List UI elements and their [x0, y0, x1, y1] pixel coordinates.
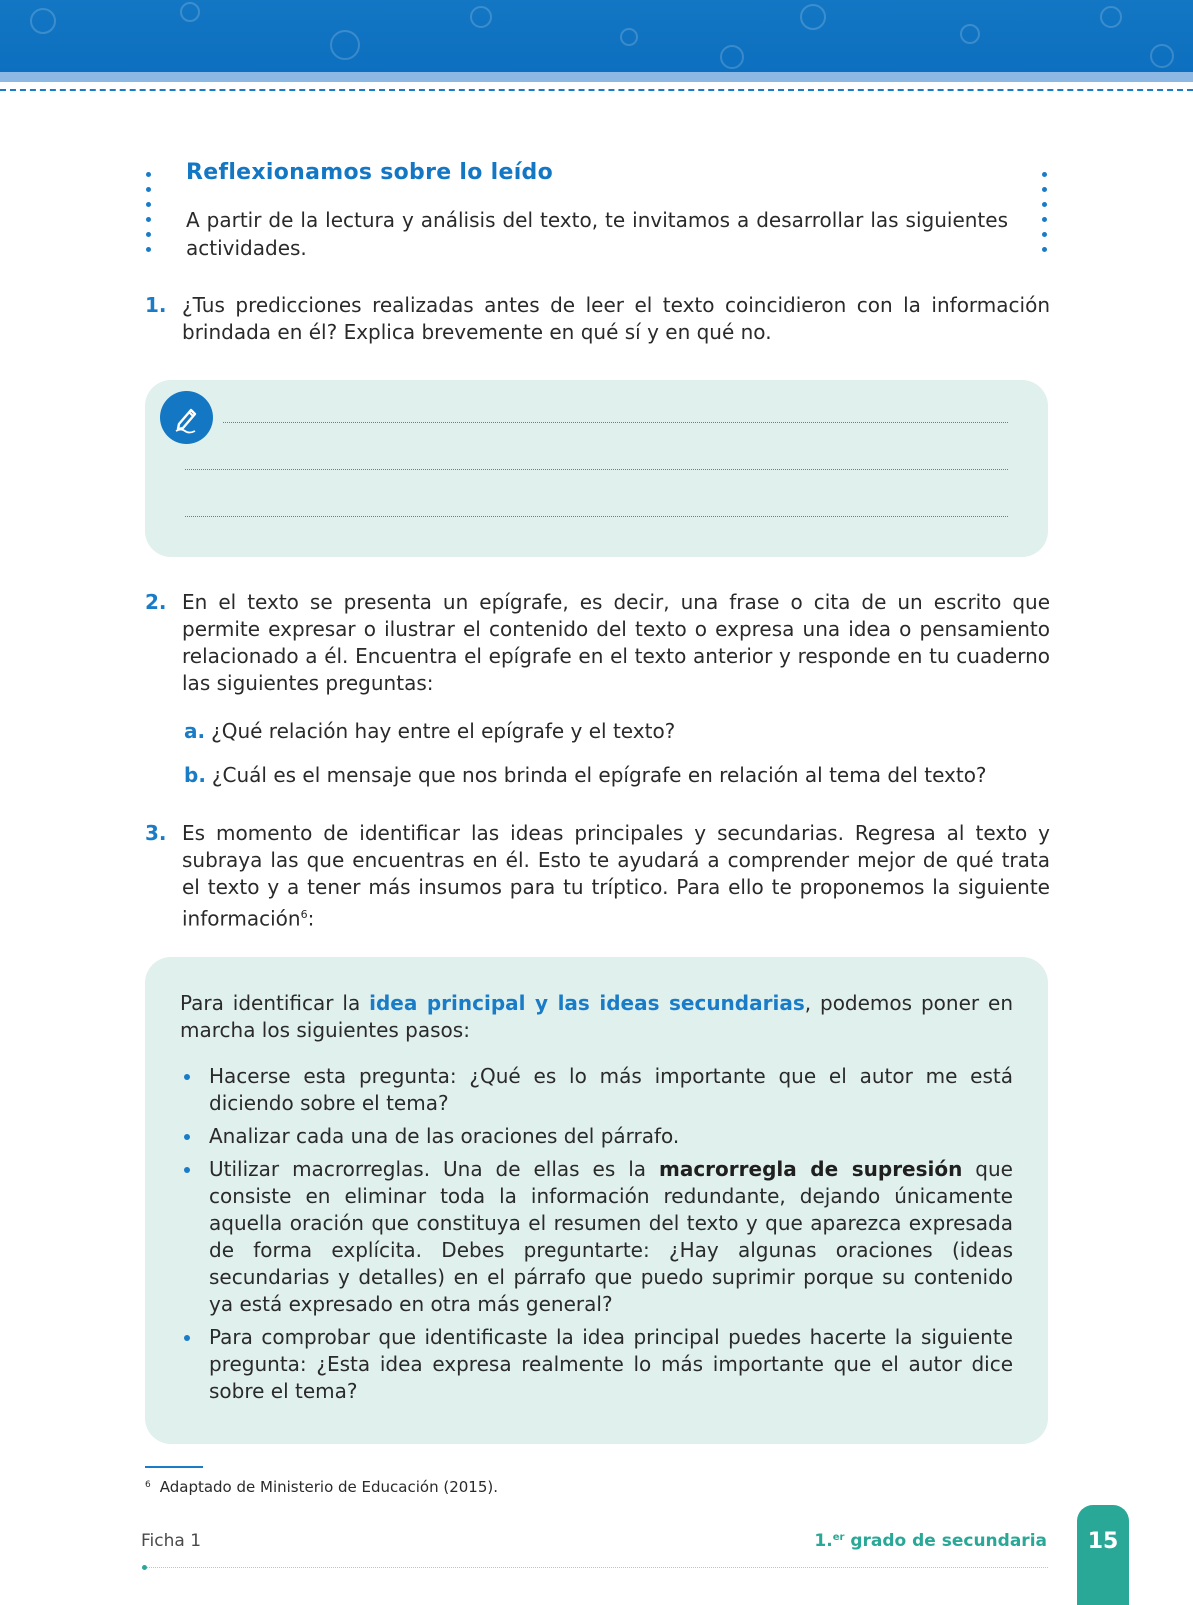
header-band	[0, 0, 1193, 72]
bold-term: macrorregla de supresión	[658, 1157, 963, 1181]
question-number: 2.	[145, 590, 167, 614]
header-divider	[0, 89, 1193, 91]
question-number: 1.	[145, 293, 167, 317]
page-number: 15	[1087, 1529, 1119, 1554]
steps-list	[180, 1063, 1013, 1411]
info-box	[145, 957, 1048, 1444]
list-item: Hacerse esta pregunta: ¿Qué es lo más importante que el autor me está diciendo sobre el tema?	[180, 1063, 1013, 1117]
list-item: Utilizar macrorreglas. Una de ellas es la macrorregla de supresión que consiste en eliminar toda la información redundante, dejando únicamente aquella oración que constituya el resumen del texto y que aparezca expresada de forma explícita. Debes preguntarte: ¿Hay algunas oraciones (ideas secundarias y detalles) en el párrafo que puedo suprimir porque su contenido ya está expresado en otra más general?	[180, 1156, 1013, 1318]
question-number: 3.	[145, 821, 167, 845]
footnote-ref: 6	[300, 908, 308, 921]
left-dot-rule	[146, 172, 152, 262]
question-3	[145, 820, 1050, 933]
right-dot-rule	[1042, 172, 1048, 262]
sub-question-text: ¿Qué relación hay entre el epígrafe y el texto?	[211, 719, 676, 743]
info-lead: Para identificar la idea principal y las ideas secundarias, podemos poner en marcha los siguientes pasos:	[180, 991, 1013, 1042]
list-item: Analizar cada una de las oraciones del párrafo.	[180, 1123, 1013, 1150]
footnote: $^6$ Adaptado de Ministerio de Educación (2015).	[145, 1478, 498, 1496]
header-stripe	[0, 72, 1193, 82]
question-1	[145, 292, 1050, 346]
sub-question-b	[184, 762, 1050, 789]
footer-rule	[145, 1567, 1048, 1568]
page-tab	[1077, 1505, 1129, 1605]
sub-question-letter: a.	[184, 719, 206, 743]
pencil-icon	[160, 391, 213, 444]
question-text: Es momento de identificar las ideas principales y secundarias. Regresa al texto y subraya las que encuentras en él. Esto te ayudará a comprender mejor de qué trata el texto y a tener más insumos para tu tríptico. Para ello te proponemos la siguiente información$^6$:	[182, 821, 1050, 931]
intro-section	[140, 160, 1050, 270]
answer-line[interactable]	[185, 469, 1008, 470]
list-item: Para comprobar que identificaste la idea principal puedes hacerte la siguiente pregunta: ¿Esta idea expresa realmente lo más importante que el autor dice sobre el tema?	[180, 1324, 1013, 1405]
footer-grade: 1.$^{er}$ grado de secundaria	[814, 1531, 1047, 1551]
footer-dot	[142, 1565, 147, 1570]
sub-question-a	[184, 718, 1050, 745]
footnote-rule	[145, 1466, 203, 1468]
sub-question-letter: b.	[184, 763, 206, 787]
question-2	[145, 589, 1050, 697]
question-text: ¿Tus predicciones realizadas antes de leer el texto coincidieron con la información brindada en él? Explica brevemente en qué sí y en qué no.	[182, 293, 1050, 344]
sub-question-text: ¿Cuál es el mensaje que nos brinda el epígrafe en relación al tema del texto?	[211, 763, 987, 787]
answer-line[interactable]	[223, 422, 1008, 423]
intro-text: A partir de la lectura y análisis del texto, te invitamos a desarrollar las siguientes actividades.	[186, 208, 1008, 260]
footer-ficha: Ficha 1	[141, 1531, 202, 1551]
section-title: Reflexionamos sobre lo leído	[186, 160, 554, 185]
highlight-term: idea principal y las ideas secundarias	[369, 991, 805, 1015]
question-text: En el texto se presenta un epígrafe, es decir, una frase o cita de un escrito que permite expresar o ilustrar el contenido del texto o expresa una idea o pensamiento relacionado a él. Encuentra el epígrafe en el texto anterior y responde en tu cuaderno las siguientes preguntas:	[182, 590, 1050, 695]
answer-area	[145, 380, 1048, 557]
answer-line[interactable]	[185, 516, 1008, 517]
